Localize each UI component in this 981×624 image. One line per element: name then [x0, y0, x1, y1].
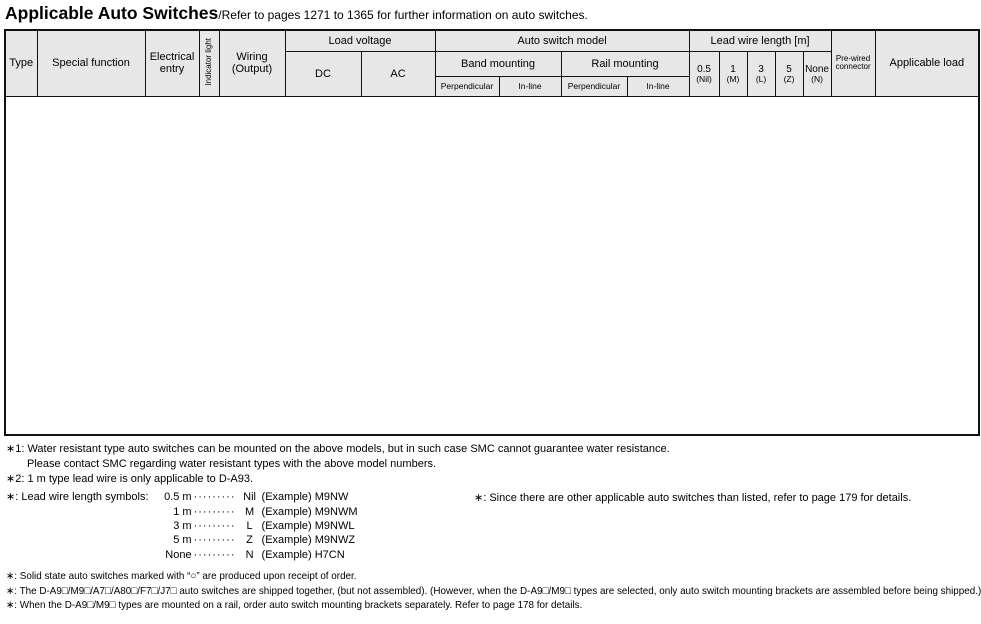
header-electrical-entry: Electrical entry [145, 30, 199, 97]
footnote-shipped-together: ∗: The D-A9□/M9□/A7□/A80□/F7□/J7□ auto switches are shipped together, (but not assembled). (However, when the D-A9□/M9□ types are selected, only auto switch mounting brackets are assembled before being shipped.) [6, 584, 981, 597]
lead-wire-symbol-row: 0.5 m ········· Nil (Example) M9NW [164, 491, 349, 504]
header-dc: DC [285, 52, 361, 97]
header-type: Type [5, 30, 37, 97]
header-rail-perpendicular: Perpendicular [561, 77, 627, 97]
header-load-voltage: Load voltage [285, 30, 435, 52]
footnote-lead-wire-1m: ∗2: 1 m type lead wire is only applicable to D-A93. [6, 473, 254, 486]
footnote-water-resistant-cont: Please contact SMC regarding water resistant types with the above model numbers. [27, 457, 437, 470]
footnote-other-switches: ∗: Since there are other applicable auto switches than listed, refer to page 179 for details. [474, 492, 912, 505]
header-ac: AC [361, 52, 435, 97]
table-header [5, 30, 979, 97]
footnote-upon-receipt: ∗: Solid state auto switches marked with “○” are produced upon receipt of order. [6, 569, 357, 582]
lead-wire-symbols-rows [152, 490, 358, 561]
lead-wire-symbols-block [6, 490, 976, 561]
header-wiring-output: Wiring (Output) [219, 30, 285, 97]
header-auto-switch-model: Auto switch model [435, 30, 689, 52]
header-lead-1: 1 (M) [719, 52, 747, 97]
header-rail-mounting: Rail mounting [561, 52, 689, 77]
table-body [5, 97, 979, 435]
header-band-mounting: Band mounting [435, 52, 561, 77]
header-band-perpendicular: Perpendicular [435, 77, 499, 97]
lead-wire-symbol-row: 3 m ········· L (Example) M9NWL [173, 520, 355, 533]
lead-wire-symbol-row: 5 m ········· Z (Example) M9NWZ [173, 534, 356, 547]
lead-wire-symbol-row: None ········· N (Example) H7CN [165, 548, 345, 561]
auto-switch-table [4, 29, 980, 436]
header-special-function: Special function [37, 30, 145, 97]
header-lead-none: None (N) [803, 52, 831, 97]
page-title-main: Applicable Auto Switches [5, 3, 219, 23]
lead-wire-symbols-label: ∗: Lead wire length symbols: [6, 491, 149, 504]
header-pre-wired-connector: Pre-wired connector [831, 30, 875, 97]
header-indicator-light: Indicator light [199, 30, 219, 97]
footnote-rail-brackets: ∗: When the D-A9□/M9□ types are mounted on a rail, order auto switch mounting brackets separately. Refer to page 178 for details. [6, 599, 583, 612]
header-band-in-line: In-line [499, 77, 561, 97]
header-lead-wire-length: Lead wire length [m] [689, 30, 831, 52]
header-applicable-load: Applicable load [875, 30, 979, 97]
header-lead-0-5: 0.5 (Nil) [689, 52, 719, 97]
page-title-sub: /Refer to pages 1271 to 1365 for further information on auto switches. [218, 8, 588, 22]
header-rail-in-line: In-line [627, 77, 689, 97]
header-lead-3: 3 (L) [747, 52, 775, 97]
footnote-water-resistant: ∗1: Water resistant type auto switches can be mounted on the above models, but in such case SMC cannot guarantee water resistance. [6, 442, 670, 455]
header-lead-5: 5 (Z) [775, 52, 803, 97]
page-title [5, 4, 978, 24]
footnotes-bottom [6, 570, 981, 613]
footnotes [6, 442, 981, 613]
lead-wire-symbol-row: 1 m ········· M (Example) M9NWM [173, 505, 358, 518]
